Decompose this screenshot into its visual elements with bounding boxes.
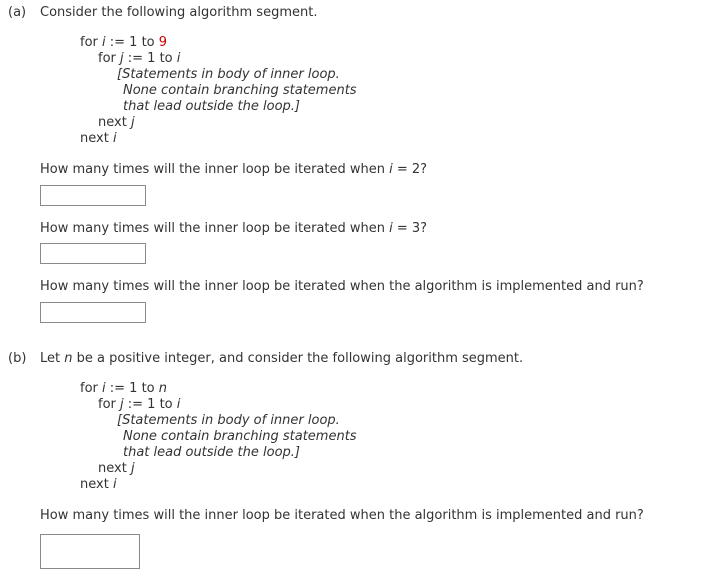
answer-a3-input[interactable] (40, 302, 146, 323)
question-b1: How many times will the inner loop be iterated when the algorithm is implemented and run? (40, 508, 644, 523)
code-body-line: [Statements in body of inner loop. (117, 413, 340, 428)
code-line-for-j: for j := 1 to i (98, 397, 181, 412)
code-body-line: None contain branching statements (123, 83, 357, 98)
code-line-for-i: for i := 1 to 9 (80, 35, 168, 50)
code-body-line: [Statements in body of inner loop. (117, 67, 340, 82)
code-line-next-i: next i (80, 131, 117, 146)
code-line-for-i: for i := 1 to n (80, 381, 168, 396)
question-a3: How many times will the inner loop be iterated when the algorithm is implemented and run? (40, 279, 644, 294)
code-body-line: None contain branching statements (123, 429, 357, 444)
answer-b1-input[interactable] (40, 534, 140, 569)
question-a1: How many times will the inner loop be iterated when i = 2? (40, 162, 428, 177)
part-a-label: (a) (8, 5, 27, 20)
code-body-line: that lead outside the loop.] (123, 445, 300, 460)
code-line-next-i: next i (80, 477, 117, 492)
part-b-label: (b) (8, 351, 27, 366)
code-line-next-j: next j (98, 115, 135, 130)
part-b-prompt: Let n be a positive integer, and consider the following algorithm segment. (40, 351, 524, 366)
answer-a1-input[interactable] (40, 185, 146, 206)
code-line-for-j: for j := 1 to i (98, 51, 181, 66)
code-body-line: that lead outside the loop.] (123, 99, 300, 114)
answer-a2-input[interactable] (40, 243, 146, 264)
question-a2: How many times will the inner loop be iterated when i = 3? (40, 221, 428, 236)
code-line-next-j: next j (98, 461, 135, 476)
part-a-prompt: Consider the following algorithm segment. (40, 5, 318, 20)
